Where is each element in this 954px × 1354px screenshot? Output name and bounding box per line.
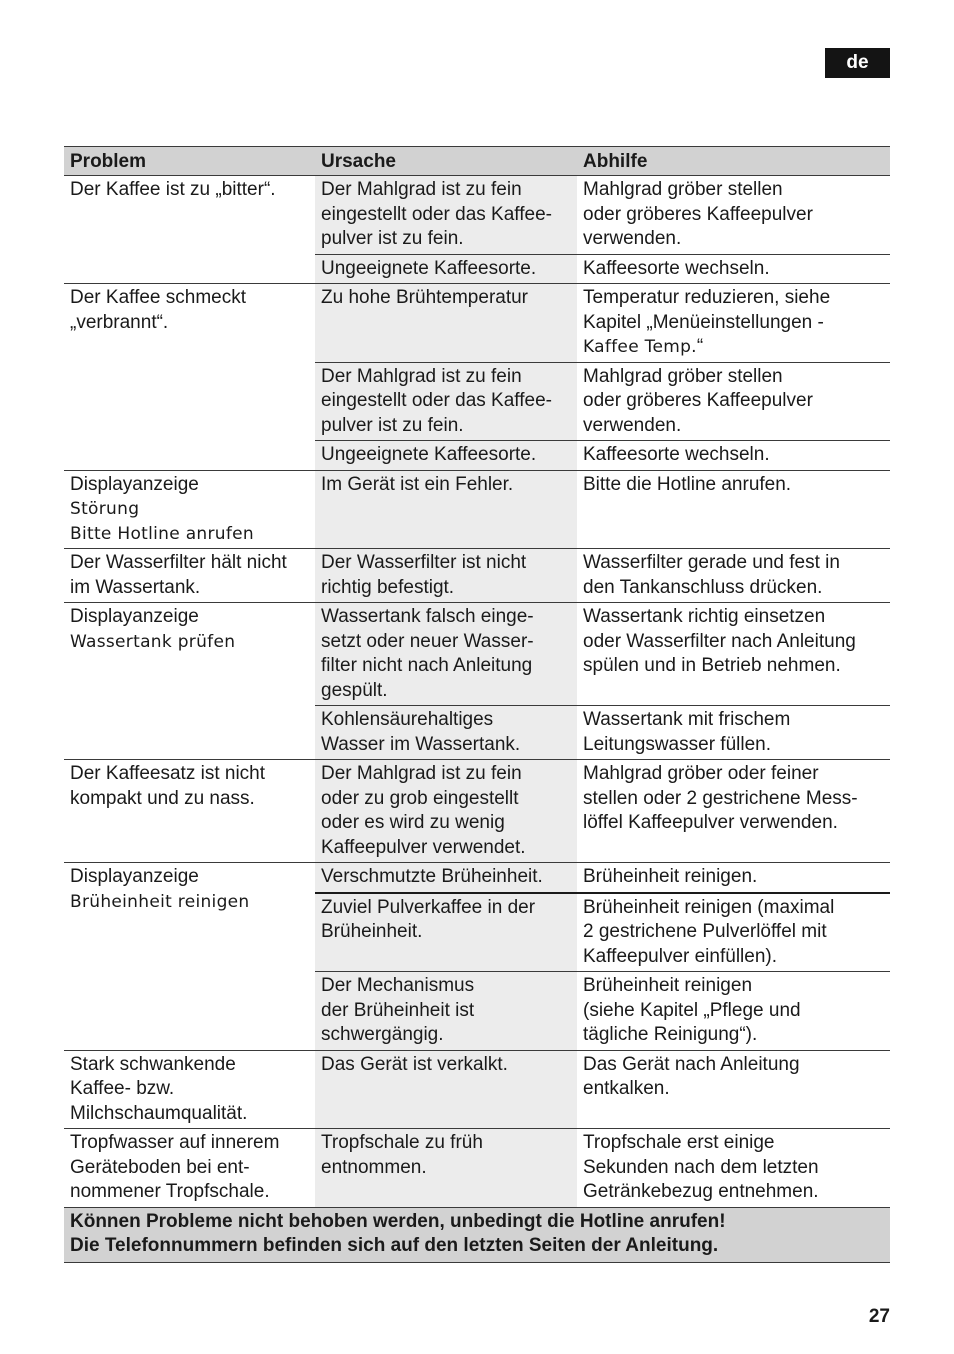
cause-cell	[315, 972, 577, 1051]
table-row	[64, 863, 890, 893]
footer-line: Können Probleme nicht behoben werden, unbedingt die Hotline anrufen!	[70, 1210, 726, 1232]
header-problem: Problem	[64, 147, 315, 176]
closing-quote: “	[696, 336, 704, 357]
cell-line: löffel Kaffeepulver verwenden.	[583, 812, 838, 833]
problem-cell	[64, 284, 315, 471]
cell-line: Stark schwankende	[70, 1053, 236, 1075]
cell-line: Tropfschale zu früh	[321, 1132, 483, 1153]
remedy-cell	[577, 176, 890, 255]
problem-cell	[64, 1129, 315, 1208]
cause-cell	[315, 1129, 577, 1208]
cell-line: Zu hohe Brühtemperatur	[321, 287, 529, 308]
cell-line: Der Wasserfilter ist nicht	[321, 552, 527, 573]
cell-line: oder gröberes Kaffeepulver	[583, 390, 813, 411]
remedy-cell	[577, 254, 890, 284]
cell-line: Displayanzeige	[70, 473, 199, 495]
footer-note	[64, 1207, 890, 1262]
table-row	[64, 549, 890, 603]
cause-cell	[315, 603, 577, 706]
cell-line: Temperatur reduzieren, siehe	[583, 287, 831, 308]
remedy-cell	[577, 603, 890, 706]
cell-line: kompakt und zu nass.	[70, 787, 255, 809]
remedy-cell	[577, 549, 890, 603]
cell-line: Wasser im Wassertank.	[321, 733, 521, 755]
cell-line: Kaffeesorte wechseln.	[583, 444, 770, 465]
remedy-cell	[577, 1129, 890, 1208]
footer-line: Die Telefonnummern befinden sich auf den letzten Seiten der Anleitung.	[70, 1235, 719, 1256]
cell-line: 2 gestrichene Pulverlöffel mit	[583, 921, 827, 942]
cell-line: Der Kaffee schmeckt	[70, 287, 247, 308]
cell-line: Displayanzeige	[70, 866, 199, 887]
header-cause: Ursache	[315, 147, 577, 176]
problem-cell	[64, 760, 315, 863]
display-text: Wassertank prüfen	[70, 631, 236, 652]
cell-line: entnommen.	[321, 1156, 427, 1178]
cause-cell	[315, 893, 577, 972]
cause-cell	[315, 176, 577, 255]
cell-line: Der Kaffeesatz ist nicht	[70, 763, 266, 784]
remedy-cell	[577, 441, 890, 471]
cell-line: Das Gerät ist verkalkt.	[321, 1053, 508, 1075]
cell-line: pulver ist zu fein.	[321, 228, 464, 249]
cell-line: Kaffeepulver einfüllen).	[583, 945, 777, 967]
cell-line: verwenden.	[583, 228, 682, 249]
cell-line: schwergängig.	[321, 1024, 444, 1045]
cell-line	[583, 335, 884, 360]
remedy-cell	[577, 470, 890, 549]
table-body	[64, 176, 890, 1208]
cell-line: pulver ist zu fein.	[321, 414, 464, 436]
table-row	[64, 1129, 890, 1208]
troubleshooting-table	[64, 146, 890, 1263]
cell-line: Brüheinheit.	[321, 921, 423, 942]
cell-line: Wasserfilter gerade und fest in	[583, 552, 840, 573]
cause-cell	[315, 549, 577, 603]
cell-line: Brüheinheit reinigen	[583, 975, 753, 996]
display-text: Kaffee Temp.	[583, 337, 697, 357]
cell-line: Ungeeignete Kaffeesorte.	[321, 257, 537, 279]
cell-line: Tropfschale erst einige	[583, 1132, 775, 1153]
cell-line: Brüheinheit reinigen.	[583, 866, 758, 887]
page-number: 27	[868, 1306, 890, 1327]
table-row	[64, 176, 890, 255]
cell-line: Mahlgrad gröber oder feiner	[583, 763, 819, 784]
cell-line: Der Mahlgrad ist zu fein	[321, 365, 522, 387]
table-row	[64, 284, 890, 363]
remedy-cell	[577, 893, 890, 972]
cell-line: Der Wasserfilter hält nicht	[70, 552, 287, 573]
cell-line: Brüheinheit reinigen (maximal	[583, 896, 835, 918]
cell-line: richtig befestigt.	[321, 576, 455, 598]
cell-line: nommener Tropfschale.	[70, 1181, 270, 1202]
table-row	[64, 1050, 890, 1129]
table-header-row	[64, 147, 890, 176]
cell-line: „verbrannt“.	[70, 311, 169, 333]
cell-line: Kohlensäurehaltiges	[321, 709, 494, 730]
language-badge: de	[825, 48, 890, 78]
remedy-cell	[577, 362, 890, 441]
footer-row	[64, 1207, 890, 1262]
cell-line: spülen und in Betrieb nehmen.	[583, 655, 841, 676]
remedy-cell	[577, 863, 890, 893]
cell-line: Tropfwasser auf innerem	[70, 1132, 280, 1153]
table-row	[64, 603, 890, 706]
cause-cell	[315, 863, 577, 893]
display-text: Bitte Hotline anrufen	[70, 523, 254, 544]
cell-line: eingestellt oder das Kaffee-	[321, 203, 552, 225]
header-remedy: Abhilfe	[577, 147, 890, 176]
cause-cell	[315, 362, 577, 441]
cell-line: gespült.	[321, 679, 388, 701]
cell-line: Kaffeesorte wechseln.	[583, 257, 770, 279]
remedy-cell	[577, 760, 890, 863]
cell-line: Sekunden nach dem letzten	[583, 1156, 819, 1178]
problem-cell	[64, 549, 315, 603]
remedy-cell	[577, 706, 890, 760]
cause-cell	[315, 441, 577, 471]
cause-cell	[315, 760, 577, 863]
remedy-cell	[577, 972, 890, 1051]
cell-line: im Wassertank.	[70, 576, 201, 598]
cell-line: oder gröberes Kaffeepulver	[583, 203, 813, 225]
cell-line: (siehe Kapitel „Pflege und	[583, 999, 801, 1021]
cell-line: oder zu grob eingestellt	[321, 787, 519, 809]
remedy-cell	[577, 1050, 890, 1129]
problem-cell	[64, 863, 315, 1051]
table-row	[64, 470, 890, 549]
remedy-cell	[577, 284, 890, 363]
problem-cell	[64, 176, 315, 284]
cell-line: Leitungswasser füllen.	[583, 733, 771, 755]
problem-cell	[64, 1050, 315, 1129]
cell-line: Verschmutzte Brüheinheit.	[321, 866, 543, 887]
cell-line: der Brüheinheit ist	[321, 999, 475, 1021]
cell-line: Der Mahlgrad ist zu fein	[321, 763, 522, 784]
cell-line: Kapitel „Menüeinstellungen -	[583, 311, 824, 333]
table-row	[64, 760, 890, 863]
problem-cell	[64, 603, 315, 760]
cell-line: Wassertank falsch einge-	[321, 606, 534, 627]
cell-line: eingestellt oder das Kaffee-	[321, 390, 552, 411]
cell-line: Der Kaffee ist zu „bitter“.	[70, 179, 276, 200]
cell-line: den Tankanschluss drücken.	[583, 576, 823, 598]
cell-line: Bitte die Hotline anrufen.	[583, 473, 792, 495]
cell-line: oder es wird zu wenig	[321, 812, 505, 833]
display-text: Brüheinheit reinigen	[70, 891, 250, 912]
cell-line: Kaffeepulver verwendet.	[321, 836, 526, 858]
cell-line: Im Gerät ist ein Fehler.	[321, 473, 514, 495]
cell-line: setzt oder neuer Wasser-	[321, 630, 534, 652]
cell-line: stellen oder 2 gestrichene Mess-	[583, 787, 858, 809]
cause-cell	[315, 706, 577, 760]
cell-line: verwenden.	[583, 414, 682, 436]
cell-line: Wassertank mit frischem	[583, 709, 791, 730]
cause-cell	[315, 1050, 577, 1129]
cell-line: Mahlgrad gröber stellen	[583, 179, 783, 200]
cell-line: Milchschaumqualität.	[70, 1102, 248, 1124]
display-text: Störung	[70, 499, 140, 519]
cell-line: Der Mechanismus	[321, 975, 475, 996]
problem-cell	[64, 470, 315, 549]
cell-line: Zuviel Pulverkaffee in der	[321, 896, 536, 918]
cell-line: Displayanzeige	[70, 606, 199, 627]
cell-line: Kaffee- bzw.	[70, 1078, 175, 1099]
cell-line: entkalken.	[583, 1078, 670, 1099]
cause-cell	[315, 254, 577, 284]
cell-line: filter nicht nach Anleitung	[321, 655, 533, 676]
cell-line: Wassertank richtig einsetzen	[583, 606, 826, 627]
cause-cell	[315, 470, 577, 549]
cell-line: Mahlgrad gröber stellen	[583, 365, 783, 387]
cell-line: Der Mahlgrad ist zu fein	[321, 179, 522, 200]
cell-line: Das Gerät nach Anleitung	[583, 1053, 800, 1075]
cell-line: oder Wasserfilter nach Anleitung	[583, 630, 856, 652]
cell-line: Getränkebezug entnehmen.	[583, 1181, 819, 1202]
cause-cell	[315, 284, 577, 363]
cell-line: Geräteboden bei ent-	[70, 1156, 250, 1178]
cell-line: tägliche Reinigung“).	[583, 1024, 758, 1045]
cell-line: Ungeeignete Kaffeesorte.	[321, 444, 537, 465]
